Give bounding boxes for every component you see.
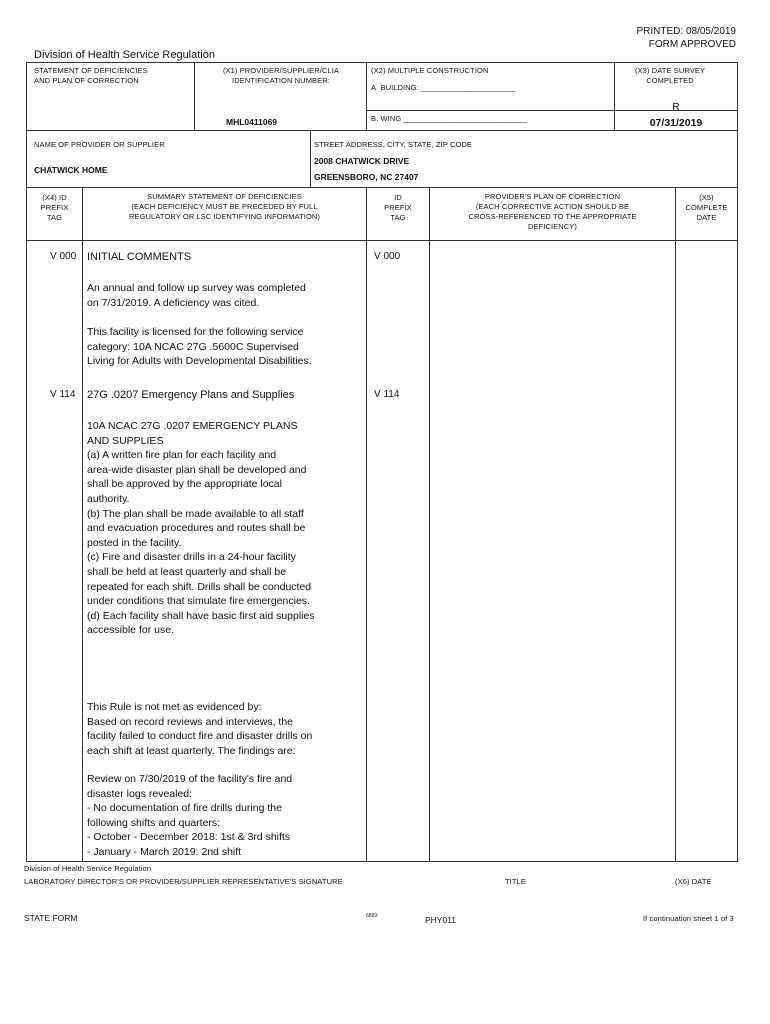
printed-date: PRINTED: 08/05/2019 (636, 26, 736, 37)
x1-label: (X1) PROVIDER/SUPPLIER/CLIA IDENTIFICATION NUMBER: (222, 66, 340, 85)
address-line2: GREENSBORO, NC 27407 (314, 172, 419, 182)
initial-comments: INITIAL COMMENTS (87, 251, 192, 263)
col-plan-header: PROVIDER'S PLAN OF CORRECTION (EACH CORRECTIVE ACTION SHOULD BE CROSS-REFERENCED TO THE APPROPRIATE DEFICIENCY) (468, 192, 637, 231)
continuation-sheet: If continuation sheet 1 of 3 (643, 914, 734, 923)
provider-label: NAME OF PROVIDER OR SUPPLIER (34, 140, 165, 149)
col-x5-header: (X5) COMPLETE DATE (685, 193, 728, 222)
license-paragraph: This facility is licensed for the following service category: 10A NCAC 27G .5600C Supervised Living for Adults with Developmental Disabilities. (87, 326, 312, 368)
x1-value: MHL0411069 (226, 117, 278, 127)
survey-paragraph: An annual and follow up survey was completed on 7/31/2019. A deficiency was cited. (87, 282, 306, 309)
footer-division: Division of Health Service Regulation (24, 864, 152, 873)
tag-v114: V 114 (50, 389, 76, 400)
state-form-label: STATE FORM (24, 913, 78, 923)
signature-label: LABORATORY DIRECTOR'S OR PROVIDER/SUPPLIER REPRESENTATIVE'S SIGNATURE (24, 877, 343, 886)
rule-title: 27G .0207 Emergency Plans and Supplies (87, 389, 295, 401)
address-label: STREET ADDRESS, CITY, STATE, ZIP CODE (314, 140, 473, 149)
statement-label: STATEMENT OF DEFICIENCIES AND PLAN OF CORRECTION (34, 66, 148, 85)
title-label: TITLE (505, 877, 526, 886)
col-id-header: ID PREFIX TAG (384, 193, 412, 222)
wing-label: B. WING _____________________________ (371, 114, 528, 123)
x6-date-label: (X6) DATE (675, 877, 712, 886)
address-line1: 2008 CHATWICK DRIVE (314, 156, 410, 166)
x3-revisit: R (672, 102, 680, 113)
provider-name: CHATWICK HOME (34, 165, 108, 175)
x2-label: (X2) MULTIPLE CONSTRUCTION (371, 66, 489, 75)
division-title: Division of Health Service Regulation (34, 49, 215, 61)
tag-v114-right: V 114 (374, 389, 400, 400)
form-approved: FORM APPROVED (648, 39, 736, 50)
col-x4-header: (X4) ID PREFIX TAG (40, 193, 69, 222)
rule-text: 10A NCAC 27G .0207 EMERGENCY PLANS AND SUPPLIES (a) A written fire plan for each facility and area-wide disaster plan shall be developed and shall be approved by the appropriate local authority. (b) The plan shall be made available to all staff and evacuation procedures and routes shall be posted in the facility. (c) Fire and disaster drills in a 24-hour facility shall be held at least quarterly and shall be repeated for each shift. Drills shall be conducted under conditions that simulate fire emergencies. (d) Each facility shall have basic first aid supplies accessible for use. (87, 420, 315, 637)
x3-label: (X3) DATE SURVEY COMPLETED (634, 66, 706, 85)
x3-date: 07/31/2019 (649, 117, 703, 129)
tag-v000: V 000 (50, 251, 77, 262)
form-id: PHY011 (425, 915, 457, 925)
building-label: A. BUILDING: ______________________ (371, 83, 516, 92)
review-paragraph: Review on 7/30/2019 of the facility's fire and disaster logs revealed: - No documentation of fire drills during the following shifts and quarters: - October - December 2018: 1st & 3rd shifts - January - March 2019: 2nd shift (87, 773, 293, 858)
not-met-paragraph: This Rule is not met as evidenced by: Based on record reviews and interviews, the facility failed to conduct fire and disaster drills on each shift at least quarterly. The findings are: (87, 701, 313, 757)
tag-v000-right: V 000 (374, 251, 401, 262)
form-code: 6899 (366, 913, 378, 919)
col-summary-header: SUMMARY STATEMENT OF DEFICIENCIES (EACH DEFICIENCY MUST BE PRECEDED BY FULL REGULATORY OR LSC IDENTIFYING INFORMATION) (128, 192, 321, 221)
